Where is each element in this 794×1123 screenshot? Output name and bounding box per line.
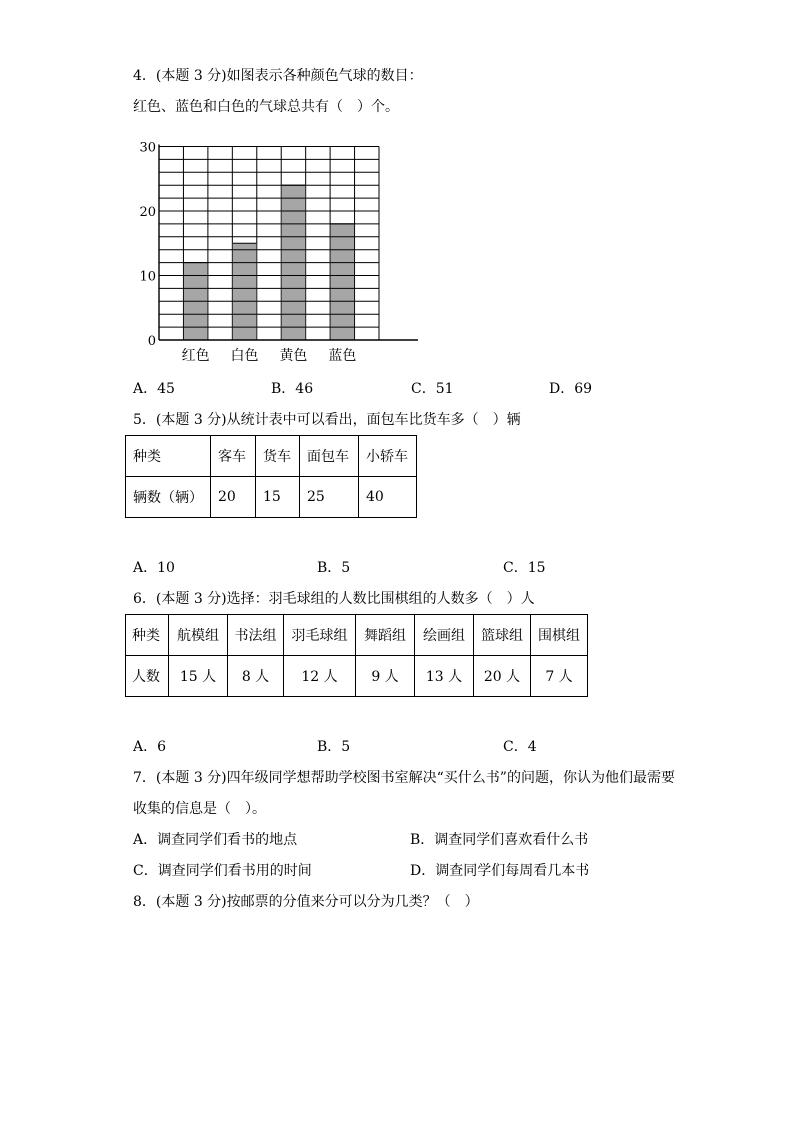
y-tick-label: 0 [147,334,156,349]
table-cell: 舞蹈组 [356,615,415,656]
table-cell: 羽毛球组 [284,615,356,656]
x-tick-label: 黄色 [279,348,308,364]
table-row [126,477,417,518]
table-cell: 面包车 [300,436,359,477]
q7-option-c[interactable]: C．调查同学们看书用的时间 [133,863,312,879]
table-row [126,656,588,697]
x-tick-label: 红色 [181,348,210,364]
table-cell: 人数 [126,656,169,697]
table-cell: 书法组 [228,615,284,656]
table-cell: 40 [359,477,417,518]
q4-option-c[interactable]: C．51 [411,381,454,397]
table-cell: 辆数（辆） [126,477,211,518]
table-cell: 种类 [126,436,211,477]
table-cell: 货车 [256,436,300,477]
q7-stem-2: 收集的信息是（ ）。 [133,801,266,817]
q5-option-a[interactable]: A．10 [133,560,175,576]
table-cell: 25 [300,477,359,518]
table-cell: 围棋组 [531,615,588,656]
q4-option-b[interactable]: B．46 [271,381,314,397]
q5-option-b[interactable]: B．5 [317,560,351,576]
x-tick-label: 蓝色 [328,348,357,364]
q7-option-b[interactable]: B．调查同学们喜欢看什么书 [410,832,589,848]
table-cell: 8 人 [228,656,284,697]
q5-option-c[interactable]: C．15 [503,560,546,576]
q7-stem: 7．(本题 3 分)四年级同学想帮助学校图书室解决“买什么书”的问题，你认为他们最需要 [133,770,675,786]
q7-option-d[interactable]: D．调查同学们每周看几本书 [410,863,590,879]
table-row [126,436,417,477]
y-tick-label: 10 [139,269,156,285]
table-row [126,615,588,656]
table-cell: 13 人 [415,656,474,697]
vehicle-table [125,435,417,518]
chart-bar [233,243,256,340]
table-cell: 客车 [211,436,256,477]
table-cell: 种类 [126,615,169,656]
table-cell: 篮球组 [474,615,531,656]
table-cell: 20 人 [474,656,531,697]
x-tick-label: 白色 [230,348,259,364]
q6-stem: 6．(本题 3 分)选择：羽毛球组的人数比围棋组的人数多（ ）人 [133,591,535,607]
table-cell: 15 [256,477,300,518]
q4-stem-2: 红色、蓝色和白色的气球总共有（ ）个。 [133,99,399,115]
table-cell: 小轿车 [359,436,417,477]
q7-option-a[interactable]: A．调查同学们看书的地点 [133,832,298,848]
y-tick-label: 30 [139,140,156,156]
table-cell: 绘画组 [415,615,474,656]
table-cell: 9 人 [356,656,415,697]
table-cell: 12 人 [284,656,356,697]
balloon-bar-chart [128,132,418,372]
table-cell: 7 人 [531,656,588,697]
q8-stem: 8．(本题 3 分)按邮票的分值来分可以分为几类？（ ） [133,894,479,910]
chart-bar [331,224,354,340]
q4-stem: 4．(本题 3 分)如图表示各种颜色气球的数目： [133,68,423,84]
table-cell: 航模组 [169,615,228,656]
q4-option-a[interactable]: A．45 [133,381,175,397]
table-cell: 15 人 [169,656,228,697]
club-table [125,614,588,697]
q6-option-a[interactable]: A．6 [133,739,167,755]
y-tick-label: 20 [139,205,156,220]
q6-option-c[interactable]: C．4 [503,739,537,755]
q4-option-d[interactable]: D．69 [549,381,593,397]
table-cell: 20 [211,477,256,518]
q5-stem: 5．(本题 3 分)从统计表中可以看出，面包车比货车多（ ）辆 [133,412,521,428]
q6-option-b[interactable]: B．5 [317,739,351,755]
